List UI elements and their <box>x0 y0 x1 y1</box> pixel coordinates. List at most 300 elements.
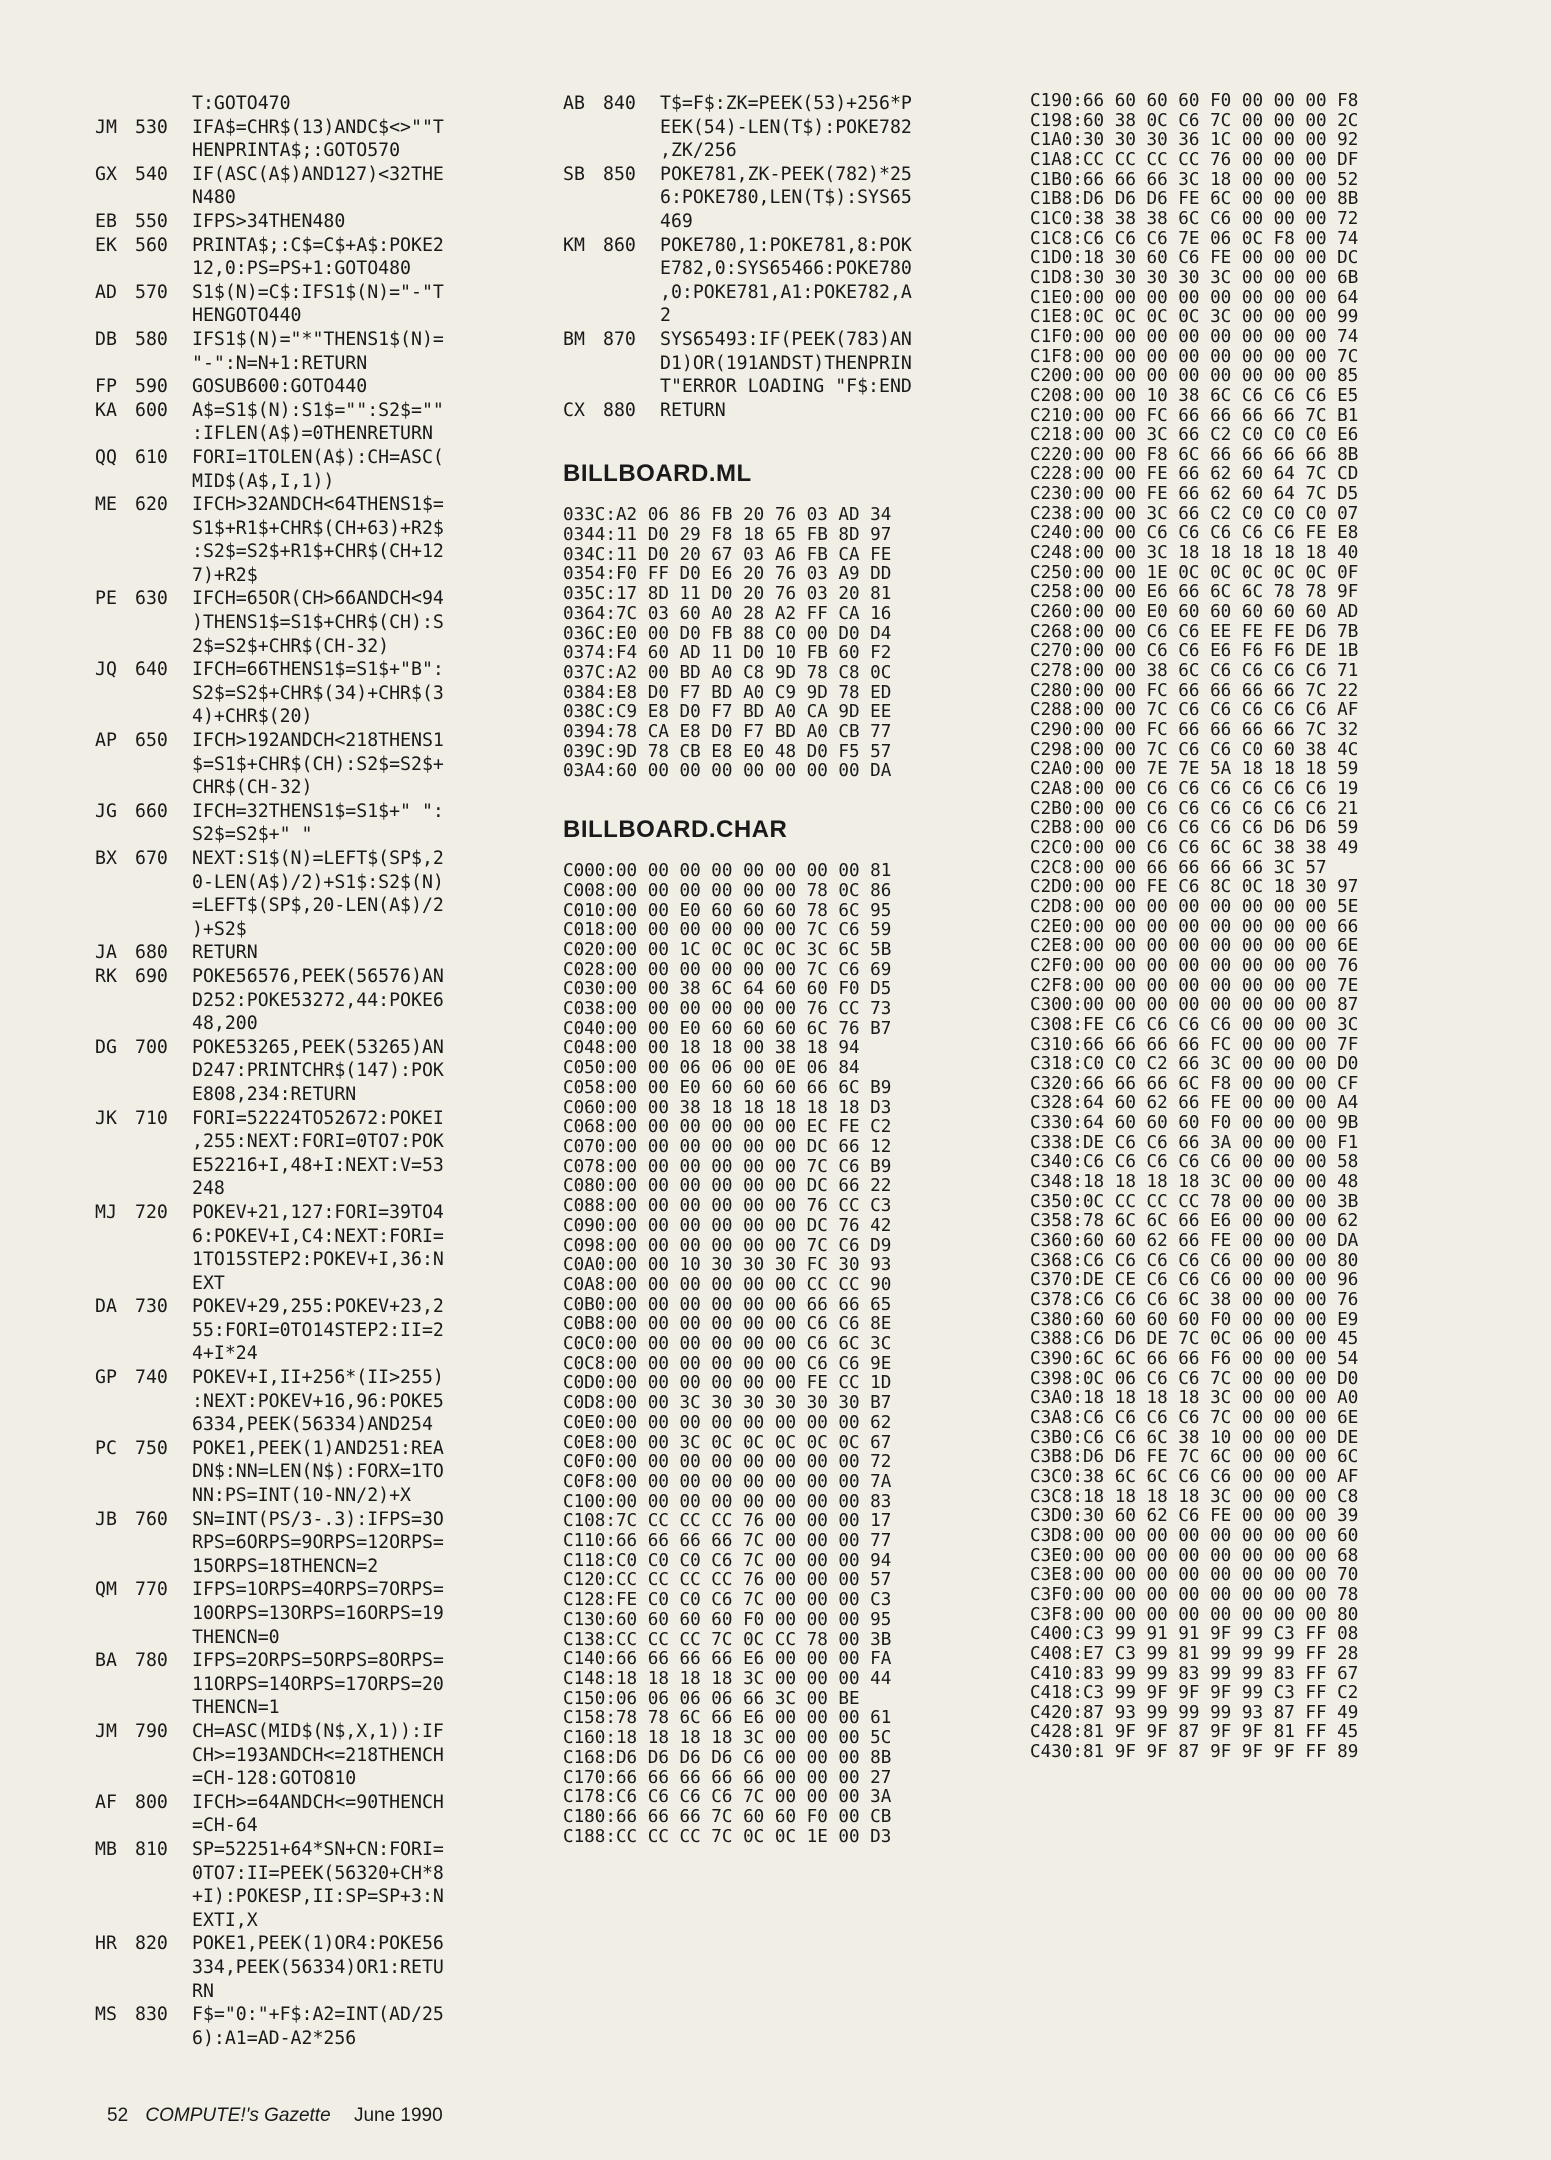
checksum-code: MJ <box>95 1201 117 1223</box>
checksum-code: JQ <box>95 659 117 681</box>
page-footer <box>107 2105 443 2127</box>
basic-code-text: IFPS=2ORPS=5ORPS=8ORPS= <box>192 1650 444 1672</box>
hex-data-line: C208:00 00 10 38 6C C6 C6 C6 E5 <box>1030 385 1359 406</box>
hex-data-line: C3A8:C6 C6 C6 C6 7C 00 00 00 6E <box>1030 1407 1359 1428</box>
basic-code-text: NN:PS=INT(10-NN/2)+X <box>192 1485 411 1507</box>
basic-code-text: 55:FORI=0TO14STEP2:II=2 <box>192 1319 444 1341</box>
hex-data-line: C090:00 00 00 00 00 00 DC 76 42 <box>563 1215 892 1236</box>
line-number: 620 <box>135 494 168 516</box>
program-line-continuation <box>95 1154 535 1178</box>
hex-data-line: C288:00 00 7C C6 C6 C6 C6 C6 AF <box>1030 700 1359 721</box>
basic-code-text: POKEV+I,II+256*(II>255) <box>192 1367 444 1389</box>
checksum-code: DA <box>95 1296 117 1318</box>
program-line-continuation <box>95 823 535 847</box>
hex-data-line: C2E8:00 00 00 00 00 00 00 00 6E <box>1030 936 1359 957</box>
line-number: 760 <box>135 1508 168 1530</box>
program-line <box>563 234 988 258</box>
line-number: 740 <box>135 1367 168 1389</box>
hex-data-line: C298:00 00 7C C6 C6 C0 60 38 4C <box>1030 739 1359 760</box>
hex-data-line: 0364:7C 03 60 A0 28 A2 FF CA 16 <box>563 603 892 624</box>
hex-data-line: C048:00 00 18 18 00 38 18 94 <box>563 1038 860 1059</box>
line-number: 820 <box>135 1933 168 1955</box>
basic-code-text: T"ERROR LOADING "F$:END <box>660 376 912 398</box>
program-line <box>95 1791 535 1815</box>
checksum-code: KM <box>563 234 585 256</box>
checksum-code: CX <box>563 399 585 421</box>
line-number: 590 <box>135 376 168 398</box>
hex-data-line: C3E0:00 00 00 00 00 00 00 00 68 <box>1030 1545 1359 1566</box>
line-number: 560 <box>135 234 168 256</box>
hex-data-line: C428:81 9F 9F 87 9F 9F 81 FF 45 <box>1030 1722 1359 1743</box>
basic-code-text: 6334,PEEK(56334)AND254 <box>192 1414 433 1436</box>
basic-code-text: E782,0:SYS65466:POKE780 <box>660 258 912 280</box>
program-line-continuation <box>95 635 535 659</box>
basic-code-text: DN$:NN=LEN(N$):FORX=1TO <box>192 1461 444 1483</box>
hex-data-line: C1C0:38 38 38 6C C6 00 00 00 72 <box>1030 208 1359 229</box>
line-number: 800 <box>135 1791 168 1813</box>
program-line-continuation <box>95 1885 535 1909</box>
checksum-code: RK <box>95 965 117 987</box>
basic-code-text: 248 <box>192 1178 225 1200</box>
program-line-continuation <box>95 1059 535 1083</box>
hex-data-line: C170:66 66 66 66 66 00 00 00 27 <box>563 1767 892 1788</box>
program-line-continuation <box>95 1531 535 1555</box>
hex-data-line: C310:66 66 66 66 FC 00 00 00 7F <box>1030 1034 1359 1055</box>
program-line-continuation <box>95 1696 535 1720</box>
basic-code-text: F$="0:"+F$:A2=INT(AD/25 <box>192 2004 444 2026</box>
basic-code-text: D252:POKE53272,44:POKE6 <box>192 989 444 1011</box>
basic-code-text: :NEXT:POKEV+16,96:POKE5 <box>192 1390 444 1412</box>
hex-data-line: 0354:F0 FF D0 E6 20 76 03 A9 DD <box>563 564 892 585</box>
checksum-code: MS <box>95 2004 117 2026</box>
hex-data-line: C1D8:30 30 30 30 3C 00 00 00 6B <box>1030 267 1359 288</box>
hex-data-line: C2A0:00 00 7E 7E 5A 18 18 18 59 <box>1030 759 1359 780</box>
hex-data-line: C400:C3 99 91 91 9F 99 C3 FF 08 <box>1030 1624 1359 1645</box>
basic-code-text: A$=S1$(N):S1$="":S2$="" <box>192 399 444 421</box>
program-line <box>95 800 535 824</box>
program-line <box>95 729 535 753</box>
program-line <box>95 847 535 871</box>
basic-code-text: IFPS=1ORPS=4ORPS=7ORPS= <box>192 1579 444 1601</box>
checksum-code: JK <box>95 1107 117 1129</box>
hex-data-line: 0394:78 CA E8 D0 F7 BD A0 CB 77 <box>563 722 892 743</box>
hex-data-line: C398:0C 06 C6 C6 7C 00 00 00 D0 <box>1030 1368 1359 1389</box>
hex-data-line: C030:00 00 38 6C 64 60 60 F0 D5 <box>563 979 892 1000</box>
basic-code-text: SN=INT(PS/3-.3):IFPS=3O <box>192 1508 444 1530</box>
hex-data-line: C218:00 00 3C 66 C2 C0 C0 C0 E6 <box>1030 425 1359 446</box>
basic-code-text: HENPRINTA$;:GOTO570 <box>192 140 401 162</box>
hex-data-line: C308:FE C6 C6 C6 C6 00 00 00 3C <box>1030 1014 1359 1035</box>
hex-data-line: C0A0:00 00 10 30 30 30 FC 30 93 <box>563 1255 892 1276</box>
basic-code-text: 469 <box>660 210 693 232</box>
hex-data-line: C2C8:00 00 66 66 66 66 3C 57 <box>1030 857 1327 878</box>
program-line-continuation <box>95 1814 535 1838</box>
checksum-code: GP <box>95 1367 117 1389</box>
hex-data-line: C250:00 00 1E 0C 0C 0C 0C 0C 0F <box>1030 562 1359 583</box>
program-line-continuation <box>95 257 535 281</box>
basic-code-text: S2$=S2$+" " <box>192 824 313 846</box>
program-line-continuation <box>95 470 535 494</box>
hex-data-line: C168:D6 D6 D6 D6 C6 00 00 00 8B <box>563 1747 892 1768</box>
line-number: 670 <box>135 848 168 869</box>
basic-code-text: CHR$(CH-32) <box>192 777 313 799</box>
hex-data-line: 037C:A2 00 BD A0 C8 9D 78 C8 0C <box>563 662 892 683</box>
hex-data-line: C3B0:C6 C6 6C 38 10 00 00 00 DE <box>1030 1427 1359 1448</box>
hex-data-line: C1E8:0C 0C 0C 0C 3C 00 00 00 99 <box>1030 307 1359 328</box>
program-line-continuation <box>95 517 535 541</box>
hex-data-line: C130:60 60 60 60 F0 00 00 00 95 <box>563 1609 892 1630</box>
basic-code-text: 1TO15STEP2:POKEV+I,36:N <box>192 1249 444 1271</box>
hex-data-line: C060:00 00 38 18 18 18 18 18 D3 <box>563 1097 892 1118</box>
hex-data-line: C3A0:18 18 18 18 3C 00 00 00 A0 <box>1030 1388 1359 1409</box>
hex-data-line: C128:FE C0 C0 C6 7C 00 00 00 C3 <box>563 1590 892 1611</box>
checksum-code: AB <box>563 93 585 114</box>
program-line-continuation <box>95 139 535 163</box>
checksum-code: BX <box>95 848 117 869</box>
program-line-continuation <box>563 281 988 305</box>
checksum-code: PE <box>95 588 117 610</box>
hex-data-line: C258:00 00 E6 66 6C 6C 78 78 9F <box>1030 582 1359 603</box>
hex-data-line: C228:00 00 FE 66 62 60 64 7C CD <box>1030 464 1359 485</box>
basic-code-text: 6):A1=AD-A2*256 <box>192 2027 357 2049</box>
basic-code-text: IF(ASC(A$)AND127)<32THE <box>192 163 444 185</box>
hex-data-line: C2F8:00 00 00 00 00 00 00 00 7E <box>1030 975 1359 996</box>
line-number: 710 <box>135 1107 168 1129</box>
basic-code-text: SP=52251+64*SN+CN:FORI= <box>192 1838 444 1860</box>
hex-data-line: C430:81 9F 9F 87 9F 9F 9F FF 89 <box>1030 1742 1359 1763</box>
basic-listing-continued <box>563 92 988 422</box>
basic-code-text: IFCH=66THENS1$=S1$+"B": <box>192 659 444 681</box>
hex-data-line: C150:06 06 06 06 66 3C 00 BE <box>563 1688 860 1709</box>
hex-data-line: C370:DE CE C6 C6 C6 00 00 00 96 <box>1030 1270 1359 1291</box>
basic-code-text: POKE53265,PEEK(53265)AN <box>192 1036 444 1058</box>
basic-code-text: THENCN=1 <box>192 1697 280 1719</box>
program-line-continuation <box>95 1319 535 1343</box>
line-number: 830 <box>135 2004 168 2026</box>
line-number: 540 <box>135 163 168 185</box>
hex-data-line: C340:C6 C6 C6 C6 C6 00 00 00 58 <box>1030 1152 1359 1173</box>
basic-code-text: ,255:NEXT:FORI=0TO7:POK <box>192 1131 444 1153</box>
hex-data-line: C328:64 60 62 66 FE 00 00 00 A4 <box>1030 1093 1359 1114</box>
basic-code-text: POKE781,ZK-PEEK(782)*25 <box>660 163 912 185</box>
program-line-continuation <box>95 1460 535 1484</box>
program-line-continuation <box>95 1602 535 1626</box>
program-line <box>95 328 535 352</box>
hex-data-line: C378:C6 C6 C6 6C 38 00 00 00 76 <box>1030 1290 1359 1311</box>
basic-code-text: 2$=S2$+CHR$(CH-32) <box>192 635 390 657</box>
basic-code-text: RPS=6ORPS=9ORPS=12ORPS= <box>192 1532 444 1554</box>
hex-data-line: C380:60 60 60 60 F0 00 00 00 E9 <box>1030 1309 1359 1330</box>
line-number: 780 <box>135 1650 168 1672</box>
checksum-code: BM <box>563 328 585 350</box>
basic-code-text: POKE1,PEEK(1)OR4:POKE56 <box>192 1933 444 1955</box>
hex-data-line: C3D8:00 00 00 00 00 00 00 00 60 <box>1030 1525 1359 1546</box>
billboard-char-hex-listing-part2 <box>1030 92 1470 1763</box>
hex-data-line: C1E0:00 00 00 00 00 00 00 00 64 <box>1030 287 1359 308</box>
program-line-continuation <box>95 1980 535 2004</box>
program-line <box>95 234 535 258</box>
basic-code-text: EEK(54)-LEN(T$):POKE782 <box>660 116 912 138</box>
program-line-continuation <box>95 871 535 895</box>
basic-code-text: IFPS>34THEN480 <box>192 210 346 232</box>
hex-data-line: C350:0C CC CC CC 78 00 00 00 3B <box>1030 1191 1359 1212</box>
line-number: 610 <box>135 446 168 468</box>
basic-code-text: :S2$=S2$+R1$+CHR$(CH+12 <box>192 541 444 563</box>
checksum-code: DB <box>95 328 117 350</box>
program-line <box>95 1107 535 1131</box>
hex-data-line: C390:6C 6C 66 66 F6 00 00 00 54 <box>1030 1349 1359 1369</box>
line-number: 850 <box>603 163 636 185</box>
program-line-continuation <box>95 1555 535 1579</box>
program-line <box>95 941 535 965</box>
hex-data-line: C1A8:CC CC CC CC 76 00 00 00 DF <box>1030 149 1359 170</box>
program-line-continuation <box>95 989 535 1013</box>
basic-code-text: 7)+R2$ <box>192 564 258 586</box>
program-line <box>95 375 535 399</box>
hex-data-line: 036C:E0 00 D0 FB 88 C0 00 D0 D4 <box>563 623 892 644</box>
hex-data-line: C368:C6 C6 C6 C6 C6 00 00 00 80 <box>1030 1250 1359 1271</box>
hex-data-line: C408:E7 C3 99 81 99 99 99 FF 28 <box>1030 1643 1359 1664</box>
basic-code-text: POKEV+29,255:POKEV+23,2 <box>192 1296 444 1318</box>
program-line <box>95 1720 535 1744</box>
program-line-continuation <box>95 1626 535 1650</box>
hex-data-line: C038:00 00 00 00 00 00 76 CC 73 <box>563 999 892 1020</box>
basic-code-text: =CH-64 <box>192 1815 258 1837</box>
basic-code-text: T:GOTO470 <box>192 93 291 114</box>
program-line <box>563 163 988 187</box>
program-line-continuation <box>95 1956 535 1980</box>
checksum-code: DG <box>95 1036 117 1058</box>
basic-code-text: N480 <box>192 187 236 209</box>
hex-data-line: C0C0:00 00 00 00 00 00 C6 6C 3C <box>563 1334 892 1355</box>
checksum-code: AP <box>95 730 117 752</box>
basic-code-text: =CH-128:GOTO810 <box>192 1768 357 1790</box>
basic-code-text: 6:POKEV+I,C4:NEXT:FORI= <box>192 1225 444 1247</box>
hex-data-line: C238:00 00 3C 66 C2 C0 C0 C0 07 <box>1030 503 1359 524</box>
line-number: 860 <box>603 234 636 256</box>
hex-data-line: C1C8:C6 C6 C6 7E 06 0C F8 00 74 <box>1030 228 1359 249</box>
basic-code-text: CH=ASC(MID$(N$,X,1)):IF <box>192 1720 444 1742</box>
issue-date: June 1990 <box>353 2105 443 2126</box>
program-line <box>95 965 535 989</box>
program-line-continuation <box>95 894 535 918</box>
program-line <box>95 281 535 305</box>
hex-data-line: C040:00 00 E0 60 60 60 6C 76 B7 <box>563 1018 892 1039</box>
hex-data-line: C248:00 00 3C 18 18 18 18 18 40 <box>1030 543 1359 564</box>
program-line-continuation <box>95 682 535 706</box>
hex-data-line: C098:00 00 00 00 00 00 7C C6 D9 <box>563 1235 892 1256</box>
hex-data-line: C0C8:00 00 00 00 00 00 C6 C6 9E <box>563 1353 892 1374</box>
line-number: 570 <box>135 281 168 303</box>
program-line <box>95 658 535 682</box>
basic-code-text: D1)OR(191ANDST)THENPRIN <box>660 352 912 374</box>
line-number: 880 <box>603 399 636 421</box>
program-line-continuation <box>95 1484 535 1508</box>
basic-code-text: RETURN <box>660 399 726 421</box>
basic-code-text: 15ORPS=18THENCN=2 <box>192 1555 379 1577</box>
program-line-continuation <box>95 1130 535 1154</box>
program-line-continuation <box>95 1225 535 1249</box>
listing-column-3 <box>1030 92 1470 1763</box>
hex-data-line: 033C:A2 06 86 FB 20 76 03 AD 34 <box>563 505 892 526</box>
checksum-code: MB <box>95 1838 117 1860</box>
program-line-continuation <box>563 375 988 399</box>
program-line <box>95 2003 535 2027</box>
program-line-continuation <box>95 1862 535 1886</box>
hex-data-line: C230:00 00 FE 66 62 60 64 7C D5 <box>1030 484 1359 505</box>
basic-code-text: 12,0:PS=PS+1:GOTO480 <box>192 258 411 280</box>
basic-code-text: S1$(N)=C$:IFS1$(N)="-"T <box>192 281 444 303</box>
program-line-continuation <box>95 2027 535 2051</box>
hex-data-line: C058:00 00 E0 60 60 60 66 6C B9 <box>563 1077 892 1098</box>
hex-data-line: C190:66 60 60 60 F0 00 00 00 F8 <box>1030 91 1359 111</box>
hex-data-line: C020:00 00 1C 0C 0C 0C 3C 6C 5B <box>563 939 892 960</box>
basic-code-text: FORI=1TOLEN(A$):CH=ASC( <box>192 446 444 468</box>
program-line-continuation <box>95 776 535 800</box>
checksum-code: PC <box>95 1437 117 1459</box>
checksum-code: BA <box>95 1650 117 1672</box>
hex-data-line: C388:C6 D6 DE 7C 0C 06 00 00 45 <box>1030 1329 1359 1350</box>
program-line-continuation <box>563 139 988 163</box>
hex-data-line: C318:C0 C0 C2 66 3C 00 00 00 D0 <box>1030 1054 1359 1075</box>
basic-code-text: 0TO7:II=PEEK(56320+CH*8 <box>192 1862 444 1884</box>
hex-data-line: C1D0:18 30 60 C6 FE 00 00 00 DC <box>1030 248 1359 269</box>
hex-data-line: C338:DE C6 C6 66 3A 00 00 00 F1 <box>1030 1132 1359 1153</box>
program-line-continuation <box>95 1083 535 1107</box>
program-line-continuation <box>563 210 988 234</box>
hex-data-line: C0D8:00 00 3C 30 30 30 30 30 B7 <box>563 1393 892 1414</box>
hex-data-line: C0B0:00 00 00 00 00 00 66 66 65 <box>563 1294 892 1315</box>
checksum-code: QM <box>95 1579 117 1601</box>
program-line-continuation <box>95 304 535 328</box>
hex-data-line: C160:18 18 18 18 3C 00 00 00 5C <box>563 1728 892 1749</box>
line-number: 770 <box>135 1579 168 1601</box>
program-line-continuation <box>95 1390 535 1414</box>
hex-data-line: C420:87 93 99 99 99 93 87 FF 49 <box>1030 1702 1359 1723</box>
basic-code-text: T$=F$:ZK=PEEK(53)+256*P <box>660 93 912 114</box>
program-line-continuation <box>95 611 535 635</box>
hex-data-line: C078:00 00 00 00 00 00 7C C6 B9 <box>563 1156 892 1177</box>
hex-data-line: C068:00 00 00 00 00 00 EC FE C2 <box>563 1117 892 1138</box>
program-line <box>95 163 535 187</box>
hex-data-line: C018:00 00 00 00 00 00 7C C6 59 <box>563 920 892 941</box>
checksum-code: JA <box>95 942 117 964</box>
program-line <box>563 92 988 116</box>
basic-code-text: HENGOTO440 <box>192 305 302 327</box>
basic-code-text: IFCH>32ANDCH<64THENS1$= <box>192 494 444 516</box>
line-number: 650 <box>135 730 168 752</box>
checksum-code: ME <box>95 494 117 516</box>
basic-code-text: POKE56576,PEEK(56576)AN <box>192 965 444 987</box>
program-line <box>95 1295 535 1319</box>
basic-code-text: S2$=S2$+CHR$(34)+CHR$(3 <box>192 682 444 704</box>
hex-data-line: C210:00 00 FC 66 66 66 66 7C B1 <box>1030 405 1359 426</box>
basic-code-text: D247:PRINTCHR$(147):POK <box>192 1060 444 1082</box>
program-line-continuation <box>563 257 988 281</box>
hex-data-line: C188:CC CC CC 7C 0C 0C 1E 00 D3 <box>563 1826 892 1847</box>
hex-data-line: C1B8:D6 D6 D6 FE 6C 00 00 00 8B <box>1030 189 1359 210</box>
checksum-code: SB <box>563 163 585 185</box>
basic-code-text: )THENS1$=S1$+CHR$(CH):S <box>192 612 444 634</box>
hex-data-line: C410:83 99 99 83 99 99 83 FF 67 <box>1030 1663 1359 1684</box>
program-line <box>95 1036 535 1060</box>
hex-data-line: C280:00 00 FC 66 66 66 66 7C 22 <box>1030 680 1359 701</box>
hex-data-line: C140:66 66 66 66 E6 00 00 00 FA <box>563 1649 892 1670</box>
program-line-continuation <box>95 564 535 588</box>
checksum-code: KA <box>95 399 117 421</box>
program-line <box>95 1508 535 1532</box>
line-number: 680 <box>135 942 168 964</box>
program-line-continuation <box>563 186 988 210</box>
hex-data-line: C0B8:00 00 00 00 00 00 C6 C6 8E <box>563 1314 892 1335</box>
basic-code-text: IFCH>=64ANDCH<=90THENCH <box>192 1791 444 1813</box>
hex-data-line: C260:00 00 E0 60 60 60 60 60 AD <box>1030 602 1359 623</box>
hex-data-line: 039C:9D 78 CB E8 E0 48 D0 F5 57 <box>563 741 892 762</box>
hex-data-line: C418:C3 99 9F 9F 9F 99 C3 FF C2 <box>1030 1683 1359 1704</box>
hex-data-line: C3F0:00 00 00 00 00 00 00 00 78 <box>1030 1584 1359 1605</box>
program-line-continuation <box>95 1248 535 1272</box>
hex-data-line: C008:00 00 00 00 00 00 78 0C 86 <box>563 880 892 901</box>
basic-code-text: $=S1$+CHR$(CH):S2$=S2$+ <box>192 753 444 775</box>
hex-data-line: 038C:C9 E8 D0 F7 BD A0 CA 9D EE <box>563 702 892 723</box>
basic-code-text: 11ORPS=14ORPS=17ORPS=20 <box>192 1673 444 1695</box>
hex-data-line: C0F0:00 00 00 00 00 00 00 00 72 <box>563 1452 892 1473</box>
basic-code-text: FORI=52224TO52672:POKEI <box>192 1107 444 1129</box>
program-line-continuation <box>95 540 535 564</box>
hex-data-line: C100:00 00 00 00 00 00 00 00 83 <box>563 1491 892 1512</box>
basic-code-text: 6:POKE780,LEN(T$):SYS65 <box>660 187 912 209</box>
hex-data-line: C2B8:00 00 C6 C6 C6 C6 D6 D6 59 <box>1030 818 1359 839</box>
program-line-continuation <box>563 116 988 140</box>
line-number: 810 <box>135 1838 168 1860</box>
basic-code-text: ,ZK/256 <box>660 140 737 162</box>
hex-data-line: 035C:17 8D 11 D0 20 76 03 20 81 <box>563 584 892 605</box>
basic-code-text: POKE1,PEEK(1)AND251:REA <box>192 1437 444 1459</box>
basic-code-text: +I):POKESP,II:SP=SP+3:N <box>192 1886 444 1908</box>
hex-data-line: C2D8:00 00 00 00 00 00 00 00 5E <box>1030 896 1359 917</box>
program-line <box>95 1578 535 1602</box>
basic-code-text: IFCH=32THENS1$=S1$+" ": <box>192 800 444 822</box>
hex-data-line: C158:78 78 6C 66 E6 00 00 00 61 <box>563 1708 892 1729</box>
hex-data-line: C118:C0 C0 C0 C6 7C 00 00 00 94 <box>563 1550 892 1571</box>
basic-code-text: 334,PEEK(56334)OR1:RETU <box>192 1956 444 1978</box>
basic-code-text: RN <box>192 1980 214 2002</box>
hex-data-line: C2D0:00 00 FE C6 8C 0C 18 30 97 <box>1030 877 1359 898</box>
hex-data-line: C010:00 00 E0 60 60 60 78 6C 95 <box>563 900 892 921</box>
line-number: 790 <box>135 1720 168 1742</box>
billboard-ml-hex-listing <box>563 506 988 782</box>
hex-data-line: C1F8:00 00 00 00 00 00 00 00 7C <box>1030 346 1359 367</box>
billboard-char-heading: BILLBOARD.CHAR <box>563 816 788 844</box>
hex-data-line: C1A0:30 30 30 36 1C 00 00 00 92 <box>1030 130 1359 151</box>
hex-data-line: C270:00 00 C6 C6 E6 F6 F6 DE 1B <box>1030 641 1359 662</box>
hex-data-line: C300:00 00 00 00 00 00 00 00 87 <box>1030 995 1359 1016</box>
program-line <box>563 399 988 423</box>
program-line-continuation <box>95 1012 535 1036</box>
basic-code-text: E52216+I,48+I:NEXT:V=53 <box>192 1154 444 1176</box>
billboard-char-hex-listing-part1 <box>563 862 988 1847</box>
hex-data-line: C3B8:D6 D6 FE 7C 6C 00 00 00 6C <box>1030 1447 1359 1468</box>
line-number: 720 <box>135 1201 168 1223</box>
hex-data-line: C3F8:00 00 00 00 00 00 00 00 80 <box>1030 1604 1359 1625</box>
line-number: 550 <box>135 210 168 232</box>
hex-data-line: C360:60 60 62 66 FE 00 00 00 DA <box>1030 1231 1359 1252</box>
program-line <box>95 1649 535 1673</box>
hex-data-line: C0A8:00 00 00 00 00 00 CC CC 90 <box>563 1274 892 1295</box>
basic-code-text: 48,200 <box>192 1013 258 1035</box>
program-line-continuation <box>95 1413 535 1437</box>
basic-code-text: )+S2$ <box>192 918 247 940</box>
